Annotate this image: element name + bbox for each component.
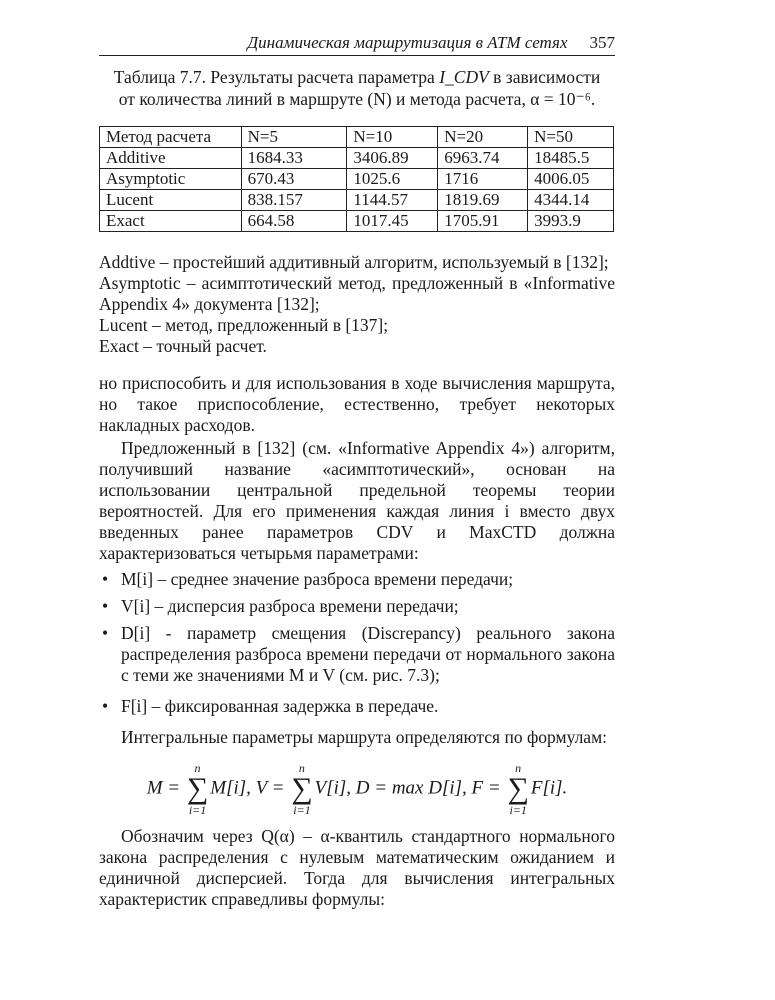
sum-symbol: n ∑ i=1 — [507, 761, 529, 817]
table-cell: 1819.69 — [438, 190, 528, 211]
paragraph: Обозначим через Q(α) – α-квантиль стандартного нормального закона распределения с нулевым математическим ожиданием и единичной дисперсией. Тогда для вычисления интегральных характеристик справедливы формулы: — [99, 826, 615, 909]
header-cell: N=5 — [241, 127, 347, 148]
header-cell: N=10 — [347, 127, 438, 148]
table-cell: 1017.45 — [347, 211, 438, 232]
table-cell: 1025.6 — [347, 169, 438, 190]
page-body — [99, 66, 615, 910]
legend-item: Asymptotic – асимптотический метод, предложенный в «Informative Appendix 4» документа [132]; — [99, 273, 615, 314]
table-cell: 4344.14 — [528, 190, 614, 211]
list-item-text: M[i] – среднее значение разброса времени передачи; — [121, 569, 514, 589]
table-cell: 664.58 — [241, 211, 347, 232]
table-caption — [99, 66, 615, 110]
table-row — [100, 211, 614, 232]
formula-part: M = — [146, 777, 185, 799]
table-cell: Lucent — [100, 190, 242, 211]
table-cell: 3993.9 — [528, 211, 614, 232]
header-cell: N=50 — [528, 127, 614, 148]
list-item — [99, 596, 615, 617]
sum-symbol: n ∑ i=1 — [186, 761, 209, 817]
table-row — [100, 169, 614, 190]
list-item — [99, 696, 615, 717]
table-cell: 1705.91 — [438, 211, 528, 232]
bullet-icon: • — [102, 696, 109, 716]
table-cell: 6963.74 — [438, 148, 528, 169]
table-cell: 1684.33 — [241, 148, 347, 169]
formula-part: M[i], V = — [210, 777, 290, 799]
legend-item: Lucent – метод, предложенный в [137]; — [99, 315, 389, 335]
legend-item: Addtive – простейший аддитивный алгоритм, используемый в [132]; — [99, 252, 609, 272]
caption-line-2: от количества линий в маршруте (N) и метода расчета, α = 10⁻⁶. — [118, 89, 596, 109]
running-title: Динамическая маршрутизация в АТМ сетях — [247, 33, 568, 52]
formula-part: V[i], D = max D[i], F = — [314, 777, 506, 799]
list-item-text: V[i] – дисперсия разброса времени передачи; — [121, 596, 459, 616]
paragraph: Предложенный в [132] (см. «Informative Appendix 4») алгоритм, получивший название «асимптотический», основан на использовании центральной предельной теоремы теории вероятностей. Для его применения каждая линия i вместо двух введенных ранее параметров CDV и MaxCTD должна характеризоваться четырьмя параметрами: — [99, 438, 615, 563]
formula — [99, 762, 615, 816]
table-cell: 1144.57 — [347, 190, 438, 211]
formula-part: F[i]. — [530, 777, 568, 799]
legend-item: Exact – точный расчет. — [99, 336, 267, 356]
table-cell: 18485.5 — [528, 148, 614, 169]
list-item-text: D[i] - параметр смещения (Discrepancy) реального закона распределения разброса времени передачи от нормального закона с теми же значениями M и V (см. рис. 7.3); — [121, 623, 615, 685]
paragraph: но приспособить и для использования в ходе вычисления маршрута, но такое приспособление, естественно, требует некоторых накладных расходов. — [99, 373, 615, 435]
list-item — [99, 569, 615, 590]
bullet-icon: • — [102, 569, 109, 589]
results-table — [99, 126, 614, 232]
bullet-icon: • — [102, 596, 109, 616]
table-cell: 1716 — [438, 169, 528, 190]
list-item — [99, 623, 615, 686]
bullet-list — [99, 569, 615, 717]
table-row — [100, 190, 614, 211]
table-header-row — [100, 127, 614, 148]
bullet-icon: • — [102, 623, 109, 643]
table-row — [100, 148, 614, 169]
page-number: 357 — [589, 33, 615, 52]
table-cell: 4006.05 — [528, 169, 614, 190]
table-cell: Additive — [100, 148, 242, 169]
table-cell: 3406.89 — [347, 148, 438, 169]
list-item-text: F[i] – фиксированная задержка в передаче. — [121, 696, 439, 716]
table-cell: Exact — [100, 211, 242, 232]
header-cell: N=20 — [438, 127, 528, 148]
paragraph: Интегральные параметры маршрута определяются по формулам: — [121, 727, 608, 747]
table-legend — [99, 252, 615, 357]
caption-text: Таблица 7.7. Результаты расчета параметра — [113, 67, 440, 87]
table-cell: 670.43 — [241, 169, 347, 190]
running-header — [99, 33, 615, 56]
caption-text: в зависимости — [488, 67, 601, 87]
table-cell: 838.157 — [241, 190, 347, 211]
sum-symbol: n ∑ i=1 — [291, 761, 313, 817]
header-cell: Метод расчета — [100, 127, 242, 148]
caption-variable: I_CDV — [439, 67, 489, 87]
table-cell: Asymptotic — [100, 169, 242, 190]
